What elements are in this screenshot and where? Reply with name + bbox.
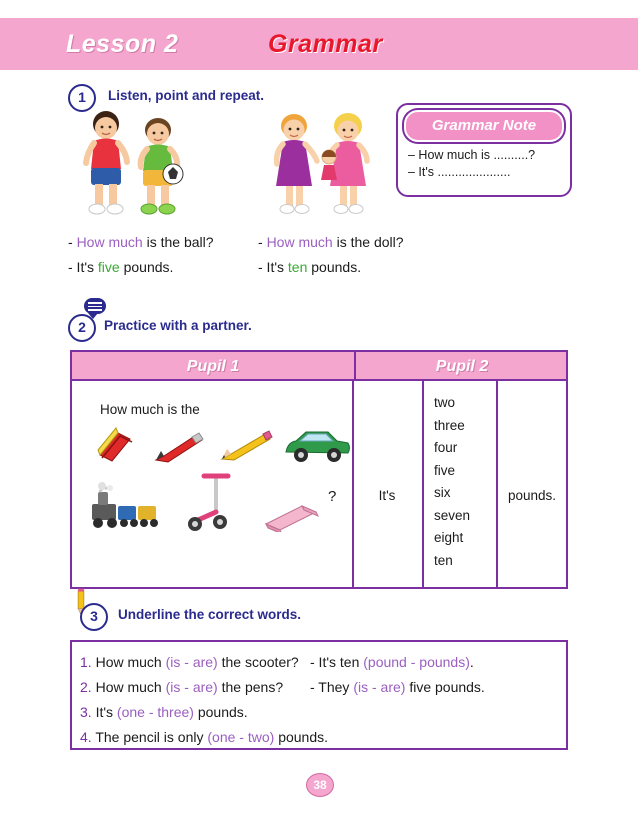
question-row-1 <box>80 654 299 670</box>
boys-with-ball-illustration <box>72 108 202 224</box>
section-title-grammar: Grammar <box>268 30 383 58</box>
table-header-pupil-1: Pupil 1 <box>186 358 240 375</box>
sentence-rest: is the doll? <box>332 234 404 250</box>
question-row-2 <box>80 679 283 695</box>
question-text-a: How much <box>95 654 166 670</box>
question-option-a[interactable]: (one - two) <box>207 729 275 745</box>
question-number: 4. <box>80 729 92 745</box>
eraser-icon <box>258 498 322 532</box>
exercise-number-1: 1 <box>68 84 96 112</box>
sentence-left-question <box>68 234 214 250</box>
question-text-b: pounds. <box>193 704 248 720</box>
answer-suffix: pounds. <box>119 259 174 275</box>
question-option-b[interactable]: (is - are) <box>353 679 406 695</box>
question-text-d: five pounds. <box>405 679 485 695</box>
sentence-left-answer <box>68 259 173 275</box>
page-number: 38 <box>306 773 334 797</box>
answer-number: ten <box>287 259 308 275</box>
question-number: 2. <box>80 679 92 695</box>
table-question-mark: ? <box>328 488 337 505</box>
list-item: two <box>434 395 456 410</box>
sentence-prefix: - <box>258 234 267 250</box>
table-number-list <box>434 392 470 572</box>
list-item: six <box>434 485 451 500</box>
answer-number: five <box>97 259 120 275</box>
practice-table <box>70 350 568 589</box>
grammar-note-line-1: – How much is ..........? <box>408 148 536 162</box>
question-text-b: the scooter? <box>217 654 299 670</box>
sentence-right-answer <box>258 259 361 275</box>
table-header-pupil-2: Pupil 2 <box>354 352 568 381</box>
question-text-c: - They <box>310 679 354 695</box>
exercise-number-2: 2 <box>68 314 96 342</box>
question-number: 1. <box>80 654 92 670</box>
table-divider-1 <box>352 381 354 587</box>
list-item: three <box>434 417 465 433</box>
question-option-b[interactable]: (pound - pounds) <box>363 654 470 670</box>
yellow-pencil-icon <box>216 428 274 466</box>
question-text-b: pounds. <box>274 729 329 745</box>
exercise-instruction-3: Underline the correct words. <box>118 607 302 622</box>
grammar-note-line-2: – It's ..................... <box>408 165 511 179</box>
list-item: eight <box>434 530 464 545</box>
sentence-highlight: How much <box>76 234 143 250</box>
sentence-rest: is the ball? <box>142 234 214 250</box>
table-its-cell: It's <box>378 488 396 503</box>
list-item: five <box>434 462 456 478</box>
exercise-number-3: 3 <box>80 603 108 631</box>
sentence-prefix: - <box>68 234 77 250</box>
question-text-a: It's <box>95 704 117 720</box>
answer-suffix: pounds. <box>307 259 362 275</box>
speech-bubble-icon <box>84 298 106 314</box>
red-pen-icon <box>152 428 208 466</box>
exercise-instruction-2: Practice with a partner. <box>104 318 252 333</box>
book-icon <box>94 425 138 465</box>
question-row-1-answer <box>310 654 474 670</box>
green-car-icon <box>282 422 352 466</box>
answer-prefix: - It's <box>68 259 98 275</box>
question-text-a: The pencil is only <box>95 729 208 745</box>
sentence-highlight: How much <box>266 234 333 250</box>
question-text-b: the pens? <box>217 679 284 695</box>
exercise-instruction-1: Listen, point and repeat. <box>108 88 265 103</box>
list-item: seven <box>434 507 471 523</box>
table-divider-2 <box>422 381 424 587</box>
question-row-3 <box>80 704 248 720</box>
question-number: 3. <box>80 704 92 720</box>
train-icon <box>88 482 164 532</box>
question-option-a[interactable]: (is - are) <box>165 654 218 670</box>
question-row-4 <box>80 729 328 745</box>
question-row-2-answer <box>310 679 485 695</box>
question-option-a[interactable]: (one - three) <box>116 704 194 720</box>
list-item: ten <box>434 552 453 568</box>
grammar-note-title: Grammar Note <box>404 110 564 142</box>
girls-with-doll-illustration <box>262 110 382 224</box>
scooter-icon <box>182 470 238 534</box>
answer-prefix: - It's <box>258 259 288 275</box>
table-divider-3 <box>496 381 498 587</box>
list-item: four <box>434 440 458 455</box>
question-text-c: - It's ten <box>310 654 364 670</box>
question-text-a: How much <box>95 679 166 695</box>
table-prompt-text: How much is the <box>100 402 200 417</box>
question-text-d: . <box>469 654 474 670</box>
question-option-a[interactable]: (is - are) <box>165 679 218 695</box>
page-title: Lesson 2 <box>66 30 179 58</box>
table-pounds-cell: pounds. <box>507 488 557 503</box>
sentence-right-question <box>258 234 404 250</box>
